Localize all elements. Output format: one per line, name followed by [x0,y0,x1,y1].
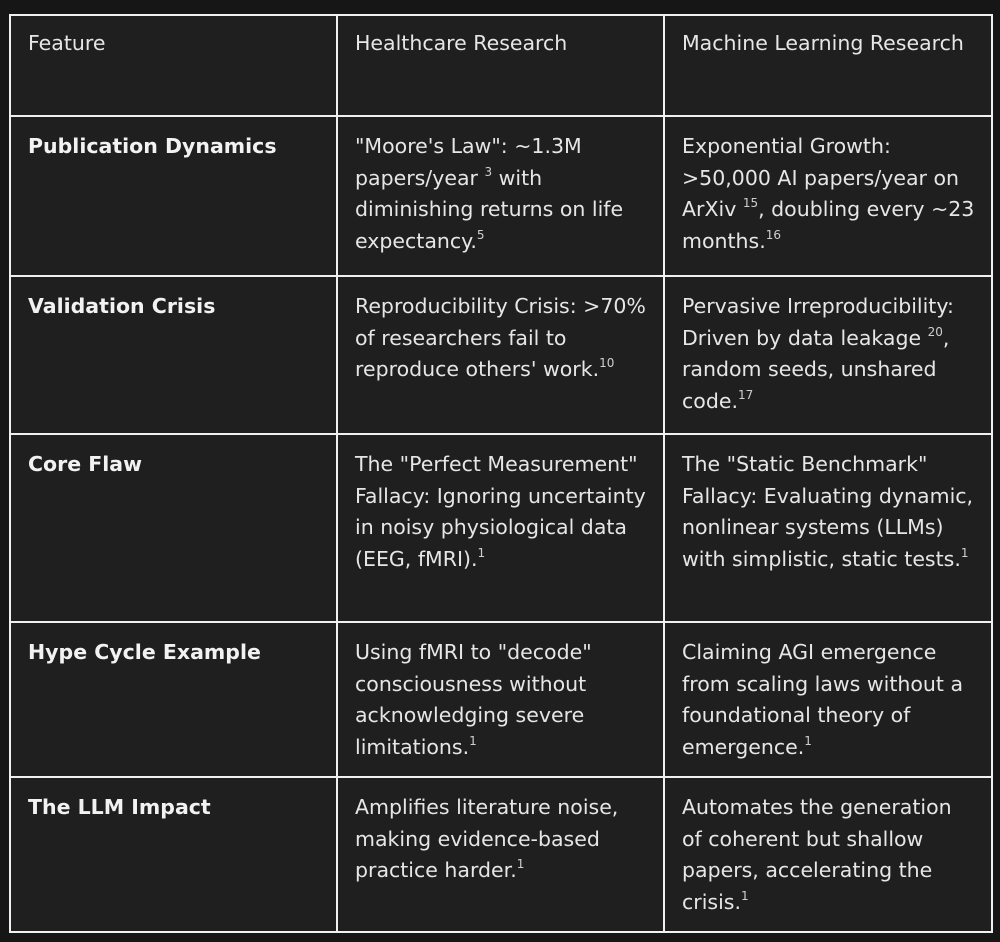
ml-cell [664,434,992,622]
table-row [10,622,992,777]
table-row [10,116,992,276]
citation-ref: 3 [484,164,493,179]
header-healthcare-research: Healthcare Research [337,15,664,116]
table-row [10,276,992,434]
healthcare-cell [337,276,664,434]
healthcare-cell [337,622,664,777]
cell-text: Automates the generation of coherent but shallow papers, accelerating the crisis. [682,795,952,914]
header-machine-learning-research: Machine Learning Research [664,15,992,116]
feature-cell: Validation Crisis [10,276,337,434]
healthcare-cell [337,777,664,932]
healthcare-cell [337,116,664,276]
cell-text: Using fMRI to "decode" consciousness without acknowledging severe limitations. [355,640,592,759]
citation-ref: 20 [927,324,943,339]
citation-ref: 10 [599,356,615,370]
table-row [10,434,992,622]
citation-ref: 15 [742,196,759,210]
cell-text: , random seeds, unshared code. [682,325,950,413]
cell-text: Claiming AGI emergence from scaling laws without a foundational theory of emergence. [682,640,964,759]
cell-text: Reproducibility Crisis: >70% of researchers fail to reproduce others' work. [355,294,646,381]
comparison-table [9,14,993,933]
ml-cell [664,276,992,434]
citation-ref: 16 [765,227,782,242]
citation-ref: 5 [476,227,485,242]
citation-ref: 1 [477,545,486,560]
cell-text: Pervasive Irreproducibility: Driven by data leakage [682,294,954,350]
cell-text: Amplifies literature noise, making evidence-based practice harder. [355,795,619,882]
table-row [10,777,992,932]
ml-cell [664,622,992,777]
citation-ref: 1 [469,733,477,748]
citation-ref: 17 [737,387,754,402]
cell-text: The "Static Benchmark" Fallacy: Evaluating dynamic, nonlinear systems (LLMs) with simplistic, static tests. [682,452,974,571]
citation-ref: 1 [516,857,525,871]
feature-cell: Publication Dynamics [10,116,337,276]
ml-cell [664,116,992,276]
cell-text: with diminishing returns on life expectancy. [355,165,624,253]
ml-cell [664,777,992,932]
healthcare-cell [337,434,664,622]
feature-cell: Hype Cycle Example [10,622,337,777]
header-row [10,15,992,116]
citation-ref: 1 [960,545,969,560]
cell-text: The "Perfect Measurement" Fallacy: Ignoring uncertainty in noisy physiological data (EEG, fMRI). [355,452,646,571]
cell-text: , doubling every ~23 months. [682,197,975,253]
cell-text: Exponential Growth: >50,000 AI papers/year on ArXiv [682,134,960,221]
feature-cell: Core Flaw [10,434,337,622]
feature-cell: The LLM Impact [10,777,337,932]
cell-text: "Moore's Law": ~1.3M papers/year [355,134,582,190]
citation-ref: 1 [804,733,812,748]
citation-ref: 1 [740,888,749,903]
header-feature: Feature [10,15,337,116]
